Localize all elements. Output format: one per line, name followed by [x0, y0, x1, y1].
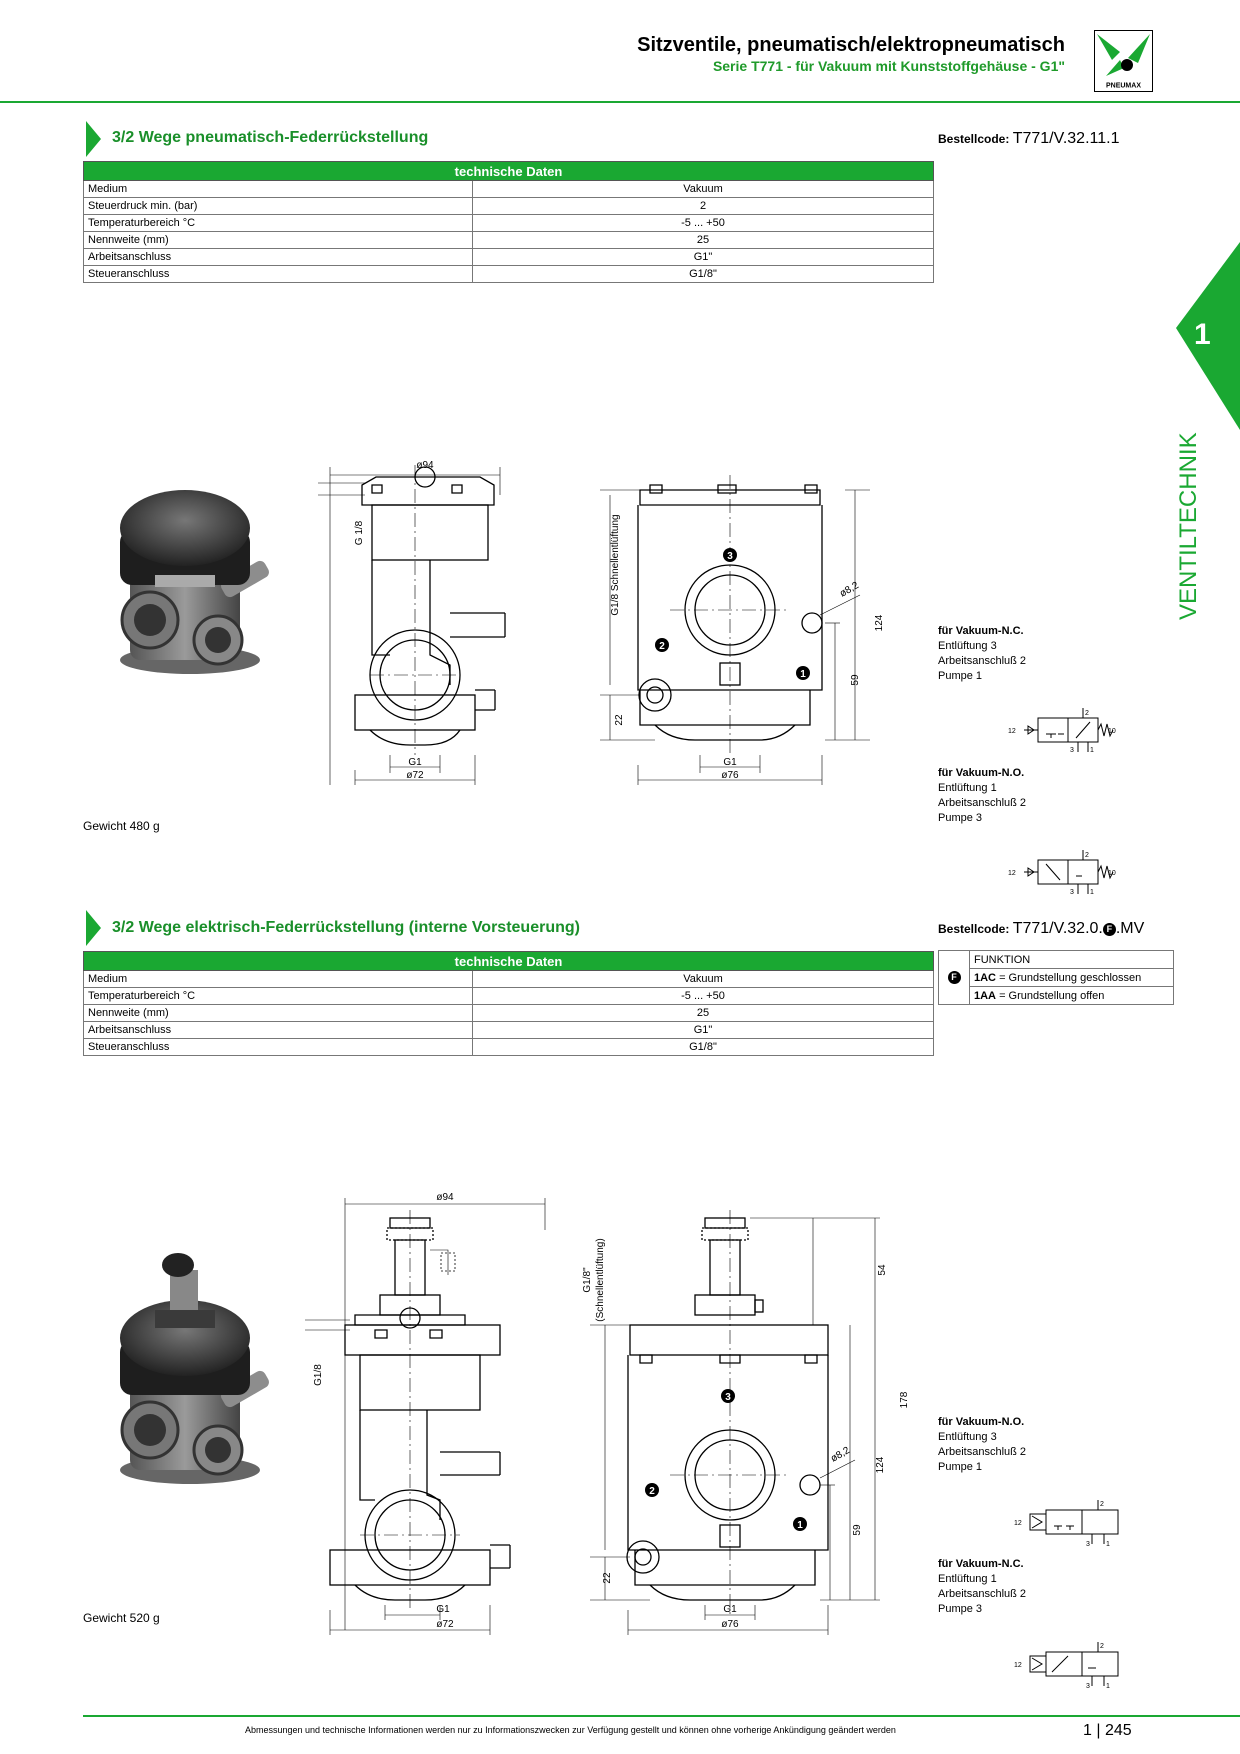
svg-text:59: 59	[852, 1524, 863, 1536]
svg-text:2: 2	[1085, 852, 1089, 859]
valve-photo-electric	[100, 1245, 290, 1490]
svg-text:1: 1	[797, 1520, 803, 1531]
dim-d82: ø8,2	[838, 580, 861, 600]
table-row: Arbeitsanschluss G1"	[84, 249, 934, 266]
order-code-label: Bestellcode:	[938, 132, 1010, 146]
svg-text:2: 2	[649, 1486, 655, 1497]
dimension-drawing-front-1	[330, 455, 570, 790]
weight-2: Gewicht 520 g	[83, 1611, 160, 1625]
pneumax-logo	[1094, 30, 1153, 92]
dimension-drawing-side-1	[600, 455, 890, 790]
chapter-number: 1	[1194, 318, 1211, 351]
svg-text:3: 3	[1086, 1683, 1090, 1690]
table-header: technische Daten	[84, 952, 934, 971]
dim-d72: ø72	[406, 770, 424, 781]
dimension-drawing-front-2	[315, 1190, 565, 1645]
section2-tech-table	[83, 951, 934, 1056]
symbol-nc-1	[998, 708, 1118, 754]
page-number: 1 | 245	[1083, 1722, 1132, 1739]
variant-f-icon: F	[948, 971, 961, 984]
svg-text:1: 1	[1090, 747, 1094, 754]
table-row: Nennweite (mm) 25	[84, 1005, 934, 1022]
svg-text:1: 1	[1106, 1541, 1110, 1548]
svg-text:3: 3	[725, 1392, 731, 1403]
svg-text:2: 2	[1100, 1643, 1104, 1650]
no-info-2: für Vakuum-N.O. Entlüftung 3 Arbeitsanschluß 2 Pumpe 1	[938, 1416, 1027, 1473]
section1-tech-table	[83, 161, 934, 283]
section-arrow-icon	[86, 910, 101, 946]
page-subtitle: Serie T771 - für Vakuum mit Kunststoffgehäuse - G1"	[712, 58, 1065, 74]
dim-g1: G1	[408, 757, 422, 768]
svg-text:2: 2	[1085, 710, 1089, 717]
page-title: Sitzventile, pneumatisch/elektropneumatisch	[637, 34, 1065, 56]
table-row: Medium Vakuum	[84, 181, 934, 198]
dim-schnell: G1/8 Schnellentlüftung	[610, 514, 621, 616]
svg-text:12: 12	[1014, 1520, 1022, 1527]
logo-text: PNEUMAX	[1105, 82, 1142, 90]
valve-photo-pneumatic	[100, 470, 280, 680]
dim-h59: 59	[850, 674, 861, 686]
table-row: Medium Vakuum	[84, 971, 934, 988]
svg-text:54: 54	[877, 1264, 888, 1276]
svg-text:G1: G1	[723, 1604, 737, 1615]
svg-text:ø8,2: ø8,2	[829, 1445, 852, 1465]
footer-disclaimer: Abmessungen und technische Informationen werden nur zu Informationszwecken zur Verfügung gestellt und können ohne vorherige Ankündigung geändert werden	[245, 1725, 896, 1735]
variant-f-icon: F	[1103, 923, 1116, 936]
table-row: Temperaturbereich °C -5 ... +50	[84, 988, 934, 1005]
dim-g1-right: G1	[723, 757, 737, 768]
svg-text:124: 124	[875, 1456, 886, 1474]
dim-d72-2: ø72	[436, 1619, 454, 1630]
dim-g18-2: G1/8	[313, 1364, 324, 1386]
table-row: Nennweite (mm) 25	[84, 232, 934, 249]
svg-text:1: 1	[1090, 889, 1094, 896]
table-row: Steueranschluss G1/8"	[84, 1039, 934, 1056]
section2-title: 3/2 Wege elektrisch-Federrückstellung (interne Vorsteuerung)	[112, 919, 580, 936]
svg-text:3: 3	[1070, 747, 1074, 754]
svg-text:ø76: ø76	[721, 1619, 739, 1630]
svg-text:G1/8": G1/8"	[582, 1267, 593, 1293]
dim-d76: ø76	[721, 770, 739, 781]
port-1-label: 1	[800, 669, 806, 680]
svg-text:3: 3	[1070, 889, 1074, 896]
dim-h124: 124	[874, 614, 885, 632]
funktion-table: F FUNKTION 1AC = Grundstellung geschlossen 1AA = Grundstellung offen	[938, 950, 1174, 1005]
svg-text:12: 12	[1008, 870, 1016, 877]
weight-1: Gewicht 480 g	[83, 819, 160, 833]
dim-d94-2: ø94	[436, 1192, 454, 1203]
table-row: Arbeitsanschluss G1"	[84, 1022, 934, 1039]
chapter-label: VENTILTECHNIK	[1175, 432, 1202, 620]
dim-d94: ø94	[416, 460, 434, 471]
svg-text:(Schnellentlüftung): (Schnellentlüftung)	[595, 1238, 606, 1322]
dim-g18: G 1/8	[354, 520, 365, 546]
svg-text:178: 178	[899, 1391, 910, 1409]
symbol-no-1	[998, 850, 1118, 896]
nc-info-2: für Vakuum-N.C. Entlüftung 1 Arbeitsanschluß 2 Pumpe 3	[938, 1558, 1027, 1615]
section1-order-code	[938, 130, 1119, 148]
dimension-drawing-side-2	[580, 1190, 920, 1645]
symbol-no-2	[1008, 1498, 1118, 1548]
table-row: Steueranschluss G1/8"	[84, 266, 934, 283]
section-arrow-icon	[86, 121, 101, 157]
nc-info-1: für Vakuum-N.C. Entlüftung 3 Arbeitsanschluß 2 Pumpe 1	[938, 625, 1027, 682]
svg-text:10: 10	[1108, 870, 1116, 877]
dim-g1-2: G1	[436, 1604, 450, 1615]
svg-text:2: 2	[1100, 1501, 1104, 1508]
table-row: Steuerdruck min. (bar) 2	[84, 198, 934, 215]
svg-text:12: 12	[1008, 728, 1016, 735]
svg-text:22: 22	[602, 1572, 613, 1584]
svg-text:10: 10	[1108, 728, 1116, 735]
svg-text:3: 3	[1086, 1541, 1090, 1548]
symbol-nc-2	[1008, 1640, 1118, 1690]
dim-h22: 22	[614, 714, 625, 726]
svg-text:1: 1	[1106, 1683, 1110, 1690]
table-header: technische Daten	[84, 162, 934, 181]
table-row: Temperaturbereich °C -5 ... +50	[84, 215, 934, 232]
port-2-label: 2	[659, 641, 665, 652]
order-code-value: T771/V.32.11.1	[1012, 130, 1120, 147]
no-info-1: für Vakuum-N.O. Entlüftung 1 Arbeitsanschluß 2 Pumpe 3	[938, 767, 1027, 824]
section1-title: 3/2 Wege pneumatisch-Federrückstellung	[112, 129, 429, 146]
port-3-label: 3	[727, 551, 733, 562]
svg-text:12: 12	[1014, 1662, 1022, 1669]
section2-order-code: Bestellcode: T771/V.32.0. F .MV	[938, 920, 1145, 937]
footer-rule	[83, 1715, 1240, 1717]
header-rule	[0, 101, 1240, 103]
